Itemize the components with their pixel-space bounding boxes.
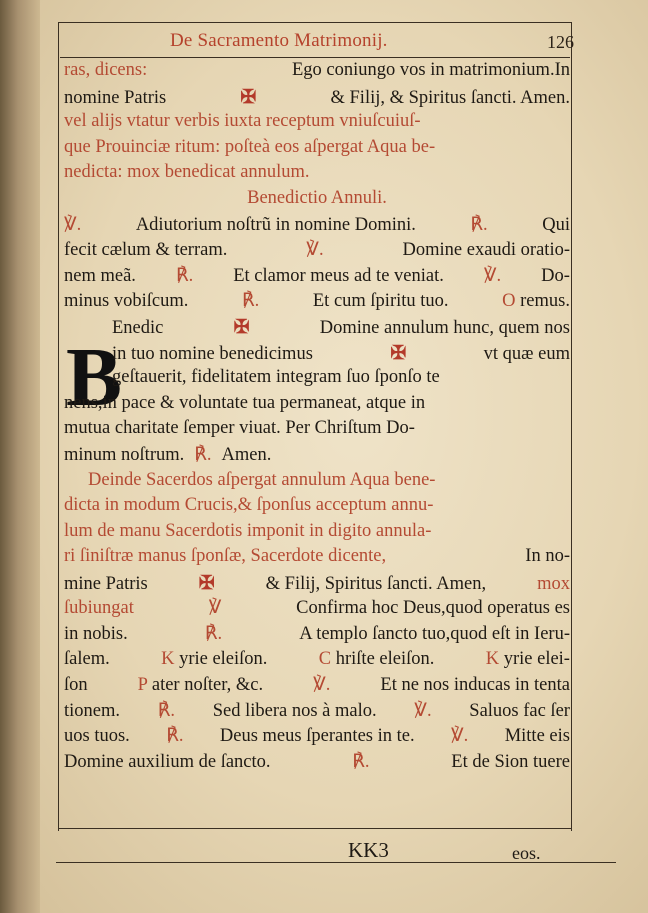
response-icon: ℟.: [157, 700, 175, 721]
section-heading: Benedictio Annuli.: [247, 187, 387, 208]
text-line: nem meã. ℟. Et clamor meus ad te veniat. ℣. Do-: [64, 265, 570, 286]
versicle-icon: ℣.: [64, 214, 82, 235]
text-line: ras, dicens: Ego coniungo vos in matrimonium.In: [64, 60, 570, 80]
rubric-line: lum de manu Sacerdotis imponit in digito annula-: [64, 520, 432, 541]
text-line: minum noſtrum. ℟. Amen.: [64, 444, 272, 465]
text-line: minus vobiſcum. ℟. Et cum ſpiritu tuo. O remus.: [64, 291, 570, 312]
versicle-icon: ℣.: [306, 240, 324, 261]
response-icon: ℟.: [241, 291, 260, 312]
catchword: eos.: [512, 843, 541, 863]
text-line: fecit cælum & terram. ℣. Domine exaudi oratio-: [64, 240, 570, 261]
response-icon: ℟.: [204, 624, 223, 645]
rubric-line: vel alijs vtatur verbis iuxta receptum vniuſcuiuſ-: [64, 111, 421, 132]
text-line: ſalem. K yrie eleiſon. C hriſte eleiſon. K yrie elei-: [64, 648, 570, 669]
rubric-line: dicta in modum Crucis,& ſponſus acceptum annu-: [64, 495, 434, 516]
cross-icon: ✠: [390, 342, 407, 364]
footer-rule: [58, 828, 572, 829]
page-number: 126: [547, 32, 574, 52]
versicle-icon: ℣: [208, 598, 222, 619]
text-line: ſubiungat ℣ Confirma hoc Deus,quod operatus es: [64, 598, 570, 619]
response-icon: ℟.: [352, 752, 370, 773]
text-line: Enedic ✠ Domine annulum hunc, quem nos: [112, 316, 570, 338]
text-line: ſon P ater noſter, &c. ℣. Et ne nos inducas in tenta: [64, 675, 570, 696]
versicle-icon: ℣.: [313, 675, 331, 696]
signature-mark: KK3: [348, 838, 389, 862]
response-icon: ℟.: [470, 214, 488, 235]
text-line: geſtauerit, fidelitatem integram ſuo ſponſo te: [112, 367, 440, 388]
response-icon: ℟.: [175, 265, 194, 286]
versicle-icon: ℣.: [451, 726, 469, 747]
text-line: in tuo nomine benedicimus ✠ vt quæ eum: [112, 342, 570, 364]
cross-icon: ✠: [240, 86, 257, 108]
versicle-icon: ℣.: [414, 700, 432, 721]
text-line: mutua charitate ſemper viuat. Per Chriſtum Do-: [64, 418, 415, 439]
text-line: ri ſiniſtræ manus ſponſæ, Sacerdote dicente, In no-: [64, 546, 570, 567]
versicle-icon: ℣.: [483, 265, 502, 286]
text-line: in nobis. ℟. A templo ſancto tuo,quod eſt in Ieru-: [64, 624, 570, 645]
rubric-line: Deinde Sacerdos aſpergat annulum Aqua bene-: [88, 469, 436, 490]
page-bottom-rule: [56, 862, 616, 863]
response-icon: ℟.: [194, 444, 212, 465]
running-title: De Sacramento Matrimonij.: [170, 30, 388, 51]
text-line: uos tuos. ℟. Deus meus ſperantes in te. ℣. Mitte eis: [64, 726, 570, 747]
cross-icon: ✠: [198, 572, 215, 594]
text-line: tionem. ℟. Sed libera nos à malo. ℣. Saluos fac ſer: [64, 700, 570, 721]
header-rule: [60, 57, 570, 58]
rubric-line: que Prouinciæ ritum: poſteà eos aſpergat Aqua be-: [64, 136, 436, 157]
text-line: ℣. Adiutorium noſtrũ in nomine Domini. ℟. Qui: [64, 214, 570, 235]
text-line: nomine Patris ✠ & Filij, & Spiritus ſancti. Amen.: [64, 86, 570, 108]
text-line: nens,in pace & voluntate tua permaneat, atque in: [64, 392, 426, 413]
rubric-line: nedicta: mox benedicat annulum.: [64, 162, 310, 183]
page-header: [60, 28, 574, 58]
text-line: Domine auxilium de ſancto. ℟. Et de Sion tuere: [64, 752, 570, 773]
cross-icon: ✠: [233, 316, 250, 338]
drop-capital: B: [66, 331, 123, 424]
text-line: mine Patris ✠ & Filij, Spiritus ſancti. Amen, mox: [64, 572, 570, 594]
book-spine: [0, 0, 40, 913]
response-icon: ℟.: [166, 726, 184, 747]
text-block: [64, 60, 570, 777]
